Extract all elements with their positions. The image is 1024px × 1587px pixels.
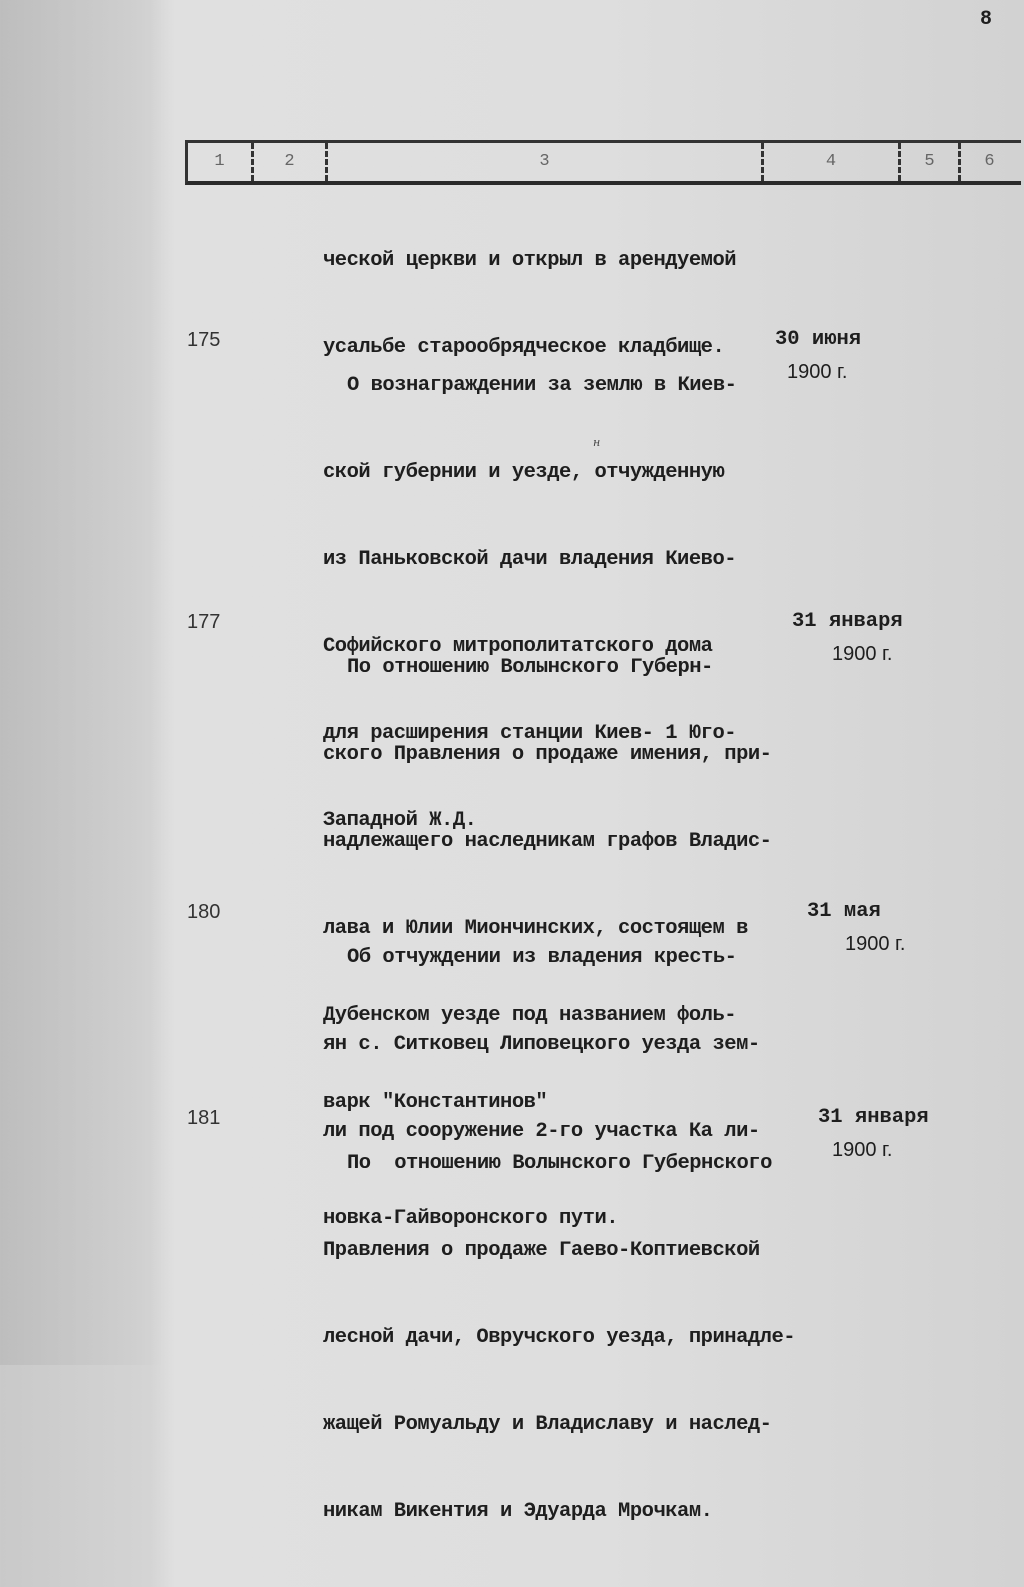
text-line: ли под сооружение 2-го участка Ка ли- xyxy=(323,1120,760,1143)
entry-date: 30 июня xyxy=(775,328,862,351)
text-line: для расширения станции Киев- 1 Юго- xyxy=(323,722,737,745)
text-line: лава и Юлии Миончинских, состоящем в xyxy=(323,917,748,940)
entry-number: 177 xyxy=(187,611,221,633)
handwritten-correction: н xyxy=(593,436,601,449)
column-header-5: 5 xyxy=(901,143,961,181)
text-line: варк "Константинов" xyxy=(323,1091,548,1114)
column-header-4: 4 xyxy=(764,143,901,181)
text-line: О вознаграждении за землю в Киев- xyxy=(347,374,737,397)
text-line: жащей Ромуальду и Владиславу и наслед- xyxy=(323,1413,772,1436)
entry-number: 181 xyxy=(187,1107,221,1129)
date-year: 1900 г. xyxy=(832,643,893,665)
text-line: надлежащего наследникам графов Владис- xyxy=(323,830,772,853)
entry-date: 31 января xyxy=(818,1106,929,1129)
text-line: ской губернии и уезде, отчужденную xyxy=(323,461,725,484)
entry-date: 31 мая xyxy=(807,900,881,923)
text-line: лесной дачи, Овручского уезда, принадле- xyxy=(323,1326,796,1349)
page-number: 8 xyxy=(980,8,993,31)
text-line: никам Викентия и Эдуарда Мрочкам. xyxy=(323,1500,713,1523)
column-header-6: 6 xyxy=(984,152,995,171)
text-line: усальбе старообрядческое кладбище. xyxy=(323,336,725,359)
text-line: Об отчуждении из владения кресть- xyxy=(347,946,737,969)
text-line: ческой церкви и открыл в арендуемой xyxy=(323,249,737,272)
entry-date: 31 января xyxy=(792,610,903,633)
text-line: Западной Ж.Д. xyxy=(323,809,477,832)
column-header-1: 1 xyxy=(188,143,254,181)
date-year: 1900 г. xyxy=(787,361,848,383)
text-line: из Паньковской дачи владения Киево- xyxy=(323,548,737,571)
text-line: Правления о продаже Гаево-Коптиевской xyxy=(323,1239,760,1262)
text-line: По отношению Волынского Губернского xyxy=(347,1152,772,1175)
entry-number: 175 xyxy=(187,329,221,351)
text-line: ского Правления о продаже имения, при- xyxy=(323,743,772,766)
text-line: ян с. Ситковец Липовецкого уезда зем- xyxy=(323,1033,760,1056)
entry-number: 180 xyxy=(187,901,221,923)
date-year: 1900 г. xyxy=(845,933,906,955)
column-header-2: 2 xyxy=(254,143,328,181)
entry-text xyxy=(323,1106,795,1587)
text-line: По отношению Волынского Губерн- xyxy=(347,656,713,679)
text-line: Софийского митрополитатского дома xyxy=(323,635,713,658)
text-line: новка-Гайворонского пути. xyxy=(323,1207,619,1230)
text-line: Дубенском уезде под названием фоль- xyxy=(323,1004,737,1027)
date-year: 1900 г. xyxy=(832,1139,893,1161)
column-header-row xyxy=(185,140,1021,185)
facing-page-shadow xyxy=(0,0,165,1365)
column-header-3: 3 xyxy=(328,143,764,181)
